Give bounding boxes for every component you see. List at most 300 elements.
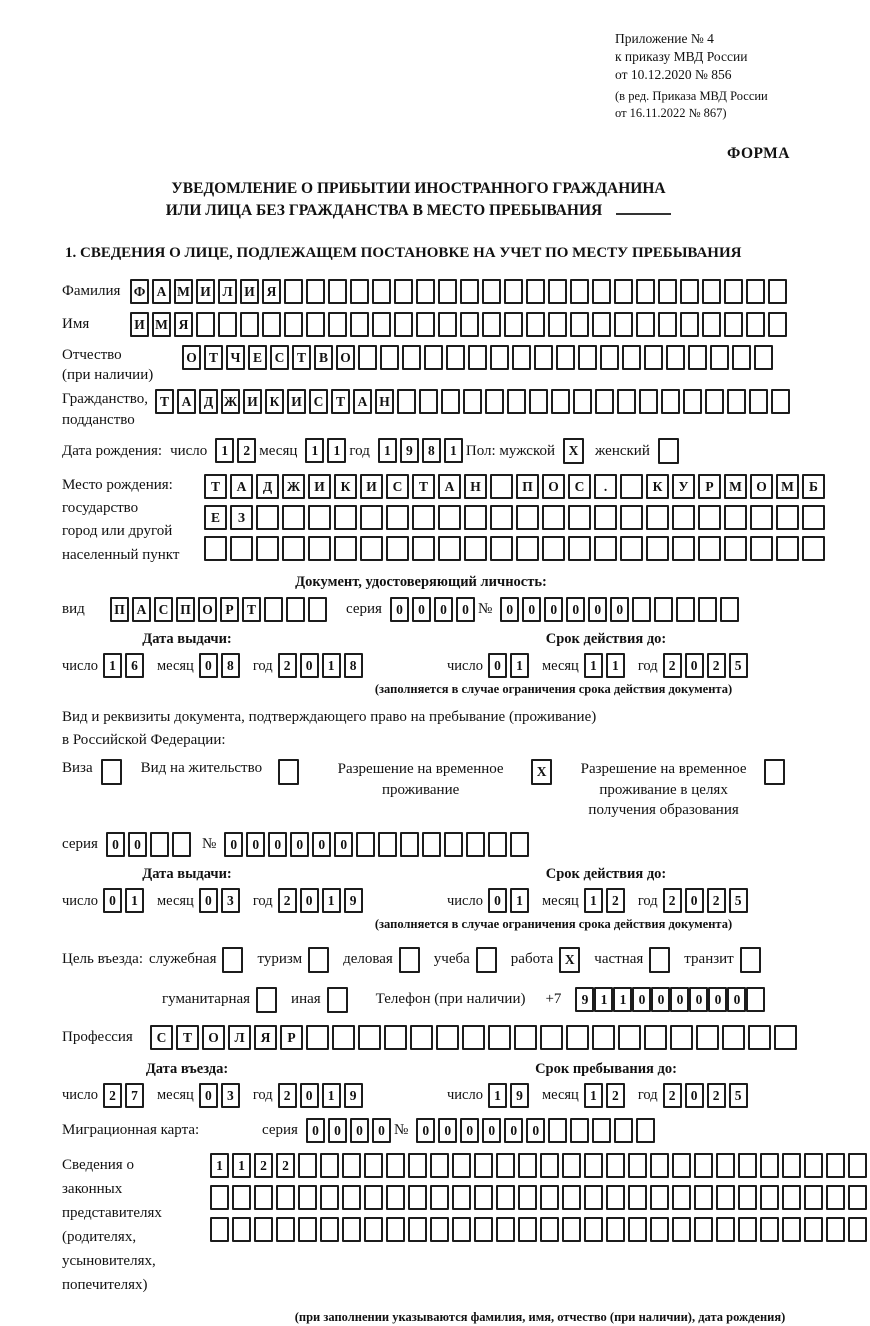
char-cell[interactable] [644,1025,667,1050]
char-cell[interactable]: О [198,597,217,622]
char-cell[interactable] [416,312,435,337]
char-cell[interactable]: 2 [663,653,682,678]
char-cell[interactable] [540,1217,559,1242]
char-cell[interactable]: 0 [268,832,287,857]
char-cell[interactable]: 7 [125,1083,144,1108]
char-cell[interactable] [516,505,539,530]
char-cell[interactable] [724,536,747,561]
char-cell[interactable]: 5 [729,653,748,678]
char-cell[interactable] [446,345,465,370]
char-cell[interactable] [276,1185,295,1210]
char-cell[interactable]: 0 [727,987,746,1012]
char-cell[interactable] [372,312,391,337]
purpose-official-checkbox[interactable] [222,947,243,973]
char-cell[interactable]: Н [464,474,487,499]
char-cell[interactable]: Е [204,505,227,530]
char-cell[interactable]: 0 [290,832,309,857]
char-cell[interactable] [548,312,567,337]
char-cell[interactable]: Т [155,389,174,414]
char-cell[interactable] [584,1217,603,1242]
char-cell[interactable] [342,1185,361,1210]
char-cell[interactable] [594,536,617,561]
char-cell[interactable] [716,1217,735,1242]
char-cell[interactable] [210,1217,229,1242]
char-cell[interactable] [768,312,787,337]
char-cell[interactable] [408,1217,427,1242]
char-cell[interactable] [570,279,589,304]
char-cell[interactable]: С [150,1025,173,1050]
char-cell[interactable]: . [594,474,617,499]
char-cell[interactable]: 0 [300,888,319,913]
char-cell[interactable] [386,505,409,530]
char-cell[interactable]: Ж [282,474,305,499]
char-cell[interactable] [782,1185,801,1210]
char-cell[interactable] [802,505,825,530]
char-cell[interactable] [748,1025,771,1050]
char-cell[interactable] [802,536,825,561]
char-cell[interactable] [658,312,677,337]
char-cell[interactable] [776,505,799,530]
char-cell[interactable]: 2 [606,1083,625,1108]
char-cell[interactable] [452,1185,471,1210]
char-cell[interactable] [386,1217,405,1242]
char-cell[interactable]: Д [199,389,218,414]
char-cell[interactable] [397,389,416,414]
char-cell[interactable] [438,312,457,337]
char-cell[interactable] [826,1185,845,1210]
char-cell[interactable] [298,1217,317,1242]
char-cell[interactable]: Т [204,345,223,370]
char-cell[interactable] [716,1153,735,1178]
char-cell[interactable] [646,505,669,530]
char-cell[interactable]: 9 [510,1083,529,1108]
char-cell[interactable]: В [314,345,333,370]
temporary-residence-education-checkbox[interactable] [764,759,785,785]
char-cell[interactable] [540,1185,559,1210]
char-cell[interactable] [628,1153,647,1178]
char-cell[interactable] [308,597,327,622]
char-cell[interactable] [282,505,305,530]
char-cell[interactable] [504,279,523,304]
char-cell[interactable]: Ж [221,389,240,414]
char-cell[interactable] [592,312,611,337]
char-cell[interactable] [286,597,305,622]
char-cell[interactable] [394,312,413,337]
char-cell[interactable] [606,1153,625,1178]
char-cell[interactable] [694,1185,713,1210]
char-cell[interactable]: 1 [378,438,397,463]
char-cell[interactable]: 0 [350,1118,369,1143]
sex-male-checkbox[interactable]: X [563,438,584,464]
char-cell[interactable]: 1 [125,888,144,913]
char-cell[interactable] [614,312,633,337]
char-cell[interactable] [380,345,399,370]
char-cell[interactable] [496,1217,515,1242]
char-cell[interactable] [782,1217,801,1242]
char-cell[interactable] [606,1217,625,1242]
char-cell[interactable] [848,1185,867,1210]
char-cell[interactable]: И [308,474,331,499]
char-cell[interactable]: 0 [670,987,689,1012]
char-cell[interactable] [702,279,721,304]
char-cell[interactable] [436,1025,459,1050]
char-cell[interactable] [218,312,237,337]
char-cell[interactable]: 1 [103,653,122,678]
char-cell[interactable] [378,832,397,857]
char-cell[interactable] [232,1185,251,1210]
char-cell[interactable]: 0 [106,832,125,857]
char-cell[interactable] [646,536,669,561]
char-cell[interactable] [460,312,479,337]
char-cell[interactable] [534,345,553,370]
char-cell[interactable]: 2 [707,888,726,913]
char-cell[interactable]: 0 [246,832,265,857]
char-cell[interactable] [412,536,435,561]
char-cell[interactable] [670,1025,693,1050]
char-cell[interactable]: 0 [488,888,507,913]
char-cell[interactable]: И [243,389,262,414]
char-cell[interactable] [620,474,643,499]
char-cell[interactable] [463,389,482,414]
char-cell[interactable]: 1 [606,653,625,678]
char-cell[interactable]: М [724,474,747,499]
char-cell[interactable] [578,345,597,370]
char-cell[interactable] [438,536,461,561]
purpose-transit-checkbox[interactable] [740,947,761,973]
char-cell[interactable] [254,1185,273,1210]
char-cell[interactable]: 1 [215,438,234,463]
char-cell[interactable]: О [202,1025,225,1050]
char-cell[interactable] [628,1185,647,1210]
char-cell[interactable]: 0 [482,1118,501,1143]
char-cell[interactable] [172,832,191,857]
char-cell[interactable] [542,536,565,561]
char-cell[interactable]: 0 [689,987,708,1012]
char-cell[interactable]: Т [331,389,350,414]
char-cell[interactable]: 0 [651,987,670,1012]
char-cell[interactable] [262,312,281,337]
char-cell[interactable] [782,1153,801,1178]
char-cell[interactable]: 2 [278,1083,297,1108]
char-cell[interactable] [488,1025,511,1050]
char-cell[interactable]: К [334,474,357,499]
char-cell[interactable] [490,345,509,370]
char-cell[interactable] [342,1153,361,1178]
char-cell[interactable]: 0 [199,653,218,678]
char-cell[interactable] [710,345,729,370]
char-cell[interactable]: 0 [685,1083,704,1108]
char-cell[interactable] [566,1025,589,1050]
char-cell[interactable] [394,279,413,304]
purpose-other-checkbox[interactable] [327,987,348,1013]
char-cell[interactable] [282,536,305,561]
char-cell[interactable]: 1 [488,1083,507,1108]
char-cell[interactable]: 8 [422,438,441,463]
char-cell[interactable]: 0 [306,1118,325,1143]
char-cell[interactable] [485,389,504,414]
char-cell[interactable]: Н [375,389,394,414]
char-cell[interactable] [474,1153,493,1178]
char-cell[interactable]: 0 [199,1083,218,1108]
char-cell[interactable] [698,536,721,561]
char-cell[interactable]: 0 [416,1118,435,1143]
char-cell[interactable]: 1 [322,888,341,913]
char-cell[interactable] [705,389,724,414]
char-cell[interactable]: 1 [210,1153,229,1178]
char-cell[interactable] [732,345,751,370]
char-cell[interactable]: М [152,312,171,337]
char-cell[interactable] [636,312,655,337]
char-cell[interactable]: 0 [708,987,727,1012]
char-cell[interactable] [672,505,695,530]
char-cell[interactable] [518,1153,537,1178]
char-cell[interactable] [308,536,331,561]
char-cell[interactable] [256,536,279,561]
char-cell[interactable] [584,1153,603,1178]
char-cell[interactable]: С [270,345,289,370]
char-cell[interactable]: 2 [278,653,297,678]
char-cell[interactable]: О [336,345,355,370]
char-cell[interactable] [410,1025,433,1050]
char-cell[interactable] [672,536,695,561]
purpose-tourism-checkbox[interactable] [308,947,329,973]
char-cell[interactable] [328,279,347,304]
char-cell[interactable] [464,536,487,561]
char-cell[interactable] [320,1185,339,1210]
char-cell[interactable] [488,832,507,857]
char-cell[interactable] [196,312,215,337]
char-cell[interactable]: 0 [103,888,122,913]
temporary-residence-checkbox[interactable]: X [531,759,552,785]
char-cell[interactable] [694,1217,713,1242]
residence-permit-checkbox[interactable] [278,759,299,785]
char-cell[interactable] [240,312,259,337]
char-cell[interactable] [306,312,325,337]
char-cell[interactable] [402,345,421,370]
char-cell[interactable] [490,536,513,561]
char-cell[interactable] [514,1025,537,1050]
char-cell[interactable]: Т [412,474,435,499]
char-cell[interactable] [644,345,663,370]
char-cell[interactable] [464,505,487,530]
sex-female-checkbox[interactable] [658,438,679,464]
char-cell[interactable]: Д [256,474,279,499]
char-cell[interactable] [264,597,283,622]
char-cell[interactable] [438,279,457,304]
char-cell[interactable] [526,279,545,304]
char-cell[interactable]: 0 [328,1118,347,1143]
char-cell[interactable] [460,279,479,304]
char-cell[interactable] [276,1217,295,1242]
char-cell[interactable] [452,1153,471,1178]
char-cell[interactable] [210,1185,229,1210]
char-cell[interactable] [540,1153,559,1178]
char-cell[interactable] [774,1025,797,1050]
char-cell[interactable] [350,312,369,337]
visa-checkbox[interactable] [101,759,122,785]
char-cell[interactable] [518,1217,537,1242]
char-cell[interactable] [738,1217,757,1242]
char-cell[interactable]: Т [204,474,227,499]
char-cell[interactable] [622,345,641,370]
char-cell[interactable]: 0 [128,832,147,857]
char-cell[interactable] [408,1153,427,1178]
char-cell[interactable]: А [353,389,372,414]
char-cell[interactable] [768,279,787,304]
char-cell[interactable] [562,1217,581,1242]
char-cell[interactable] [474,1185,493,1210]
char-cell[interactable] [584,1185,603,1210]
char-cell[interactable]: 5 [729,888,748,913]
char-cell[interactable]: 9 [344,1083,363,1108]
char-cell[interactable] [548,1118,567,1143]
char-cell[interactable]: 0 [588,597,607,622]
char-cell[interactable] [776,536,799,561]
char-cell[interactable] [386,536,409,561]
char-cell[interactable] [628,1217,647,1242]
char-cell[interactable] [666,345,685,370]
char-cell[interactable]: 1 [327,438,346,463]
char-cell[interactable] [595,389,614,414]
char-cell[interactable] [826,1153,845,1178]
char-cell[interactable]: 0 [412,597,431,622]
char-cell[interactable] [654,597,673,622]
char-cell[interactable]: К [265,389,284,414]
char-cell[interactable] [438,505,461,530]
char-cell[interactable] [529,389,548,414]
char-cell[interactable] [680,279,699,304]
char-cell[interactable] [683,389,702,414]
char-cell[interactable]: М [174,279,193,304]
char-cell[interactable] [746,279,765,304]
char-cell[interactable]: 9 [344,888,363,913]
char-cell[interactable]: 2 [606,888,625,913]
char-cell[interactable] [620,505,643,530]
char-cell[interactable] [804,1217,823,1242]
char-cell[interactable] [804,1153,823,1178]
char-cell[interactable] [232,1217,251,1242]
char-cell[interactable]: П [516,474,539,499]
char-cell[interactable] [334,505,357,530]
char-cell[interactable]: Р [220,597,239,622]
char-cell[interactable]: 0 [685,653,704,678]
char-cell[interactable]: А [177,389,196,414]
char-cell[interactable]: 0 [460,1118,479,1143]
char-cell[interactable] [510,832,529,857]
char-cell[interactable] [256,505,279,530]
char-cell[interactable] [760,1185,779,1210]
char-cell[interactable] [672,1217,691,1242]
char-cell[interactable] [468,345,487,370]
char-cell[interactable] [416,279,435,304]
char-cell[interactable] [754,345,773,370]
char-cell[interactable] [512,345,531,370]
char-cell[interactable]: 8 [221,653,240,678]
char-cell[interactable]: Я [174,312,193,337]
char-cell[interactable]: 0 [544,597,563,622]
char-cell[interactable]: 0 [500,597,519,622]
char-cell[interactable] [360,536,383,561]
char-cell[interactable]: 0 [300,653,319,678]
char-cell[interactable]: И [130,312,149,337]
char-cell[interactable] [749,389,768,414]
char-cell[interactable] [720,597,739,622]
char-cell[interactable] [606,1185,625,1210]
char-cell[interactable] [466,832,485,857]
char-cell[interactable] [320,1153,339,1178]
char-cell[interactable]: 6 [125,653,144,678]
char-cell[interactable]: О [750,474,773,499]
char-cell[interactable] [482,279,501,304]
char-cell[interactable]: 1 [584,1083,603,1108]
char-cell[interactable]: 0 [456,597,475,622]
char-cell[interactable] [518,1185,537,1210]
char-cell[interactable] [384,1025,407,1050]
char-cell[interactable] [441,389,460,414]
char-cell[interactable]: Л [218,279,237,304]
char-cell[interactable]: Е [248,345,267,370]
char-cell[interactable] [364,1185,383,1210]
char-cell[interactable]: 0 [566,597,585,622]
char-cell[interactable]: 0 [438,1118,457,1143]
char-cell[interactable]: 1 [594,987,613,1012]
char-cell[interactable] [694,1153,713,1178]
char-cell[interactable] [526,312,545,337]
char-cell[interactable] [284,279,303,304]
char-cell[interactable]: О [182,345,201,370]
char-cell[interactable] [452,1217,471,1242]
char-cell[interactable]: 0 [390,597,409,622]
char-cell[interactable] [298,1153,317,1178]
char-cell[interactable] [573,389,592,414]
char-cell[interactable] [636,279,655,304]
char-cell[interactable] [360,505,383,530]
char-cell[interactable] [702,312,721,337]
char-cell[interactable] [386,1185,405,1210]
char-cell[interactable] [848,1153,867,1178]
char-cell[interactable] [350,279,369,304]
char-cell[interactable] [727,389,746,414]
char-cell[interactable]: Я [254,1025,277,1050]
char-cell[interactable] [556,345,575,370]
char-cell[interactable] [636,1118,655,1143]
char-cell[interactable]: 3 [221,888,240,913]
char-cell[interactable] [430,1217,449,1242]
char-cell[interactable] [490,474,513,499]
char-cell[interactable]: С [154,597,173,622]
char-cell[interactable]: С [568,474,591,499]
char-cell[interactable] [462,1025,485,1050]
char-cell[interactable] [696,1025,719,1050]
char-cell[interactable]: Т [292,345,311,370]
char-cell[interactable] [592,1118,611,1143]
char-cell[interactable] [562,1185,581,1210]
char-cell[interactable] [746,987,765,1012]
char-cell[interactable] [516,536,539,561]
char-cell[interactable] [422,832,441,857]
char-cell[interactable]: Р [698,474,721,499]
char-cell[interactable] [332,1025,355,1050]
char-cell[interactable] [507,389,526,414]
char-cell[interactable]: 2 [254,1153,273,1178]
char-cell[interactable] [254,1217,273,1242]
char-cell[interactable] [548,279,567,304]
char-cell[interactable]: М [776,474,799,499]
char-cell[interactable] [672,1153,691,1178]
char-cell[interactable]: 0 [632,987,651,1012]
purpose-work-checkbox[interactable]: X [559,947,580,973]
char-cell[interactable]: 2 [707,653,726,678]
